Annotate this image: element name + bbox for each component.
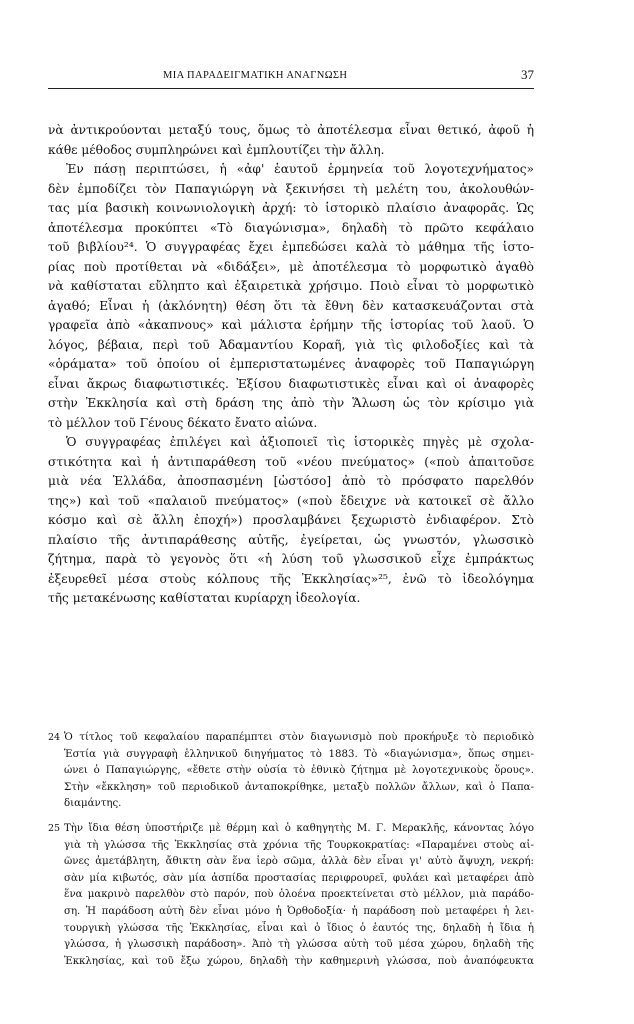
footnote-line: Στὴν «ἔκκληση» τοῦ περιοδικοῦ ἀνταποκρίθηκε, μεταξὺ πολλῶν ἄλλων, καὶ ὁ Παπα-	[64, 781, 534, 793]
body-line: ζήτημα, παρὰ τὸ γεγονὸς ὅτι «ἡ λύση τοῦ γλωσσικοῦ εἶχε ἐμπράκτως	[48, 552, 534, 566]
footnote-25	[48, 821, 534, 970]
footnote-line: Ὁ τίτλος τοῦ κεφαλαίου παραπέμπτει στὸν διαγωνισμὸ ποὺ προκήρυξε τὸ περιοδικὸ	[64, 732, 534, 743]
footnote-line: ἕνα μακρινὸ παρελθὸν στὸ παρόν, ποὺ ὁλοένα προεκτείνεται στὸ μέλλον, μιὰ παράδο-	[64, 889, 534, 901]
footnote-line: τουργικὴ γλώσσα τῆς Ἐκκλησίας, εἶναι καὶ ὁ ἴδιος ὁ ἑαυτός της, δηλαδὴ ἡ ἴδια ἡ	[64, 922, 534, 934]
body-line: νὰ ἀντικρούονται μεταξύ τους, ὅμως τὸ ἀποτέλεσμα εἶναι θετικό, ἀφοῦ ἡ	[48, 123, 534, 137]
footnote-number: 25	[48, 822, 61, 834]
footnote-line: ση. Ἡ παράδοση αὐτὴ δὲν εἶναι μόνο ἡ Ὀρθοδοξία· ἡ παράδοση ποὺ μεταφέρει ἡ λει-	[64, 905, 534, 917]
body-line: στὴν Ἐκκλησία καὶ στὴ δράση της ἀπὸ τὴν Ἅλωση ὡς τὸν κρίσιμο γιὰ	[48, 396, 534, 410]
body-line: ρίας ποὺ προτίθεται νὰ «διδάξει», μὲ ἀποτέλεσμα τὸ μορφωτικὸ ἀγαθὸ	[48, 259, 534, 274]
footnote-line: σὰν μία κιβωτός, σὰν μία ἀσπίδα προστασίας περιφρουρεῖ, φυλάει καὶ μεταφέρει ἀπὸ	[64, 872, 534, 884]
body-line: κάθε μέθοδος συμπληρώνει καὶ ἐμπλουτίζει τὴν ἄλλη.	[48, 142, 385, 157]
running-title: ΜΙΑ ΠΑΡΑΔΕΙΓΜΑΤΙΚΗ ΑΝΑΓΝΩΣΗ	[163, 70, 348, 81]
body-line: ἐξευρεθεῖ μέσα στοὺς κόλπους τῆς Ἐκκλησίας»²⁵, ἐνῶ τὸ ἰδεολόγημα	[48, 571, 534, 586]
footnote-line: Ἐκκλησίας, καὶ τοῦ ἔξω χώρου, δηλαδὴ τὴν καθημερινὴ γλώσσα, ποὺ ἀναπόφευκτα	[64, 955, 534, 967]
footnote-line: γιὰ τὴ γλώσσα τῆς Ἐκκλησίας στὰ χρόνια τῆς Τουρκοκρατίας: «Παραμένει στοὺς αἰ-	[64, 839, 534, 851]
body-line: μιὰ νέα Ἑλλάδα, ἀποσπασμένη [ὡστόσο] ἀπὸ τὸ πρόσφατο παρελθόν	[48, 474, 534, 488]
footnote-line: ῶνες ἀμετάβλητη, ἄθικτη σὰν ἕνα ἱερὸ σῶμα, ἀλλὰ δὲν εἶναι γι' αὐτὸ ἄψυχη, νεκρή:	[64, 856, 534, 868]
body-line: ἀγαθό; Εἶναι ἡ (ἀκλόνητη) θέση ὅτι τὰ ἔθνη δὲν κατασκευάζονται στὰ	[48, 298, 534, 313]
footnote-line: γλώσσα, ἡ γλωσσικὴ παράδοση». Ἀπὸ τὴ γλώσσα αὐτὴ τοῦ μέσα χώρου, δηλαδὴ τῆς	[64, 939, 534, 951]
body-line: λόγος, βέβαια, περὶ τοῦ Ἀδαμαντίου Κοραῆ, γιὰ τὶς φιλοδοξίες καὶ τὰ	[48, 337, 534, 352]
body-line: τῆς μετακένωσης καθίσταται κυρίαρχη ἰδεολογία.	[48, 591, 361, 605]
footnote-line: διαμάντης.	[64, 798, 122, 810]
body-line: τοῦ βιβλίου²⁴. Ὁ συγγραφέας ἔχει ἐμπεδώσει καλὰ τὸ μάθημα τῆς ἱστο-	[48, 240, 534, 254]
body-line: ἀποτέλεσμα προκύπτει «Τὸ διαγώνισμα», δηλαδὴ τὸ πρῶτο κεφάλαιο	[48, 220, 534, 235]
footnote-line: ώνει ὁ Παπαγιώργης, «ἔθετε στὴν οὐσία τὸ ἐθνικὸ ζήτημα μὲ λογοτεχνικοὺς ὅρους».	[64, 765, 534, 777]
footnote-line: Τὴν ἴδια θέση ὑποστήριζε μὲ θέρμη καὶ ὁ καθηγητὴς Μ. Γ. Μερακλῆς, κάνοντας λόγο	[64, 822, 534, 834]
body-line: εἶναι ἄκρως διαφωτιστικές. Ἐξίσου διαφωτιστικὲς εἶναι καὶ οἱ ἀναφορὲς	[48, 376, 534, 391]
body-line: τας μία βασικὴ κοινωνιολογικὴ ἀρχή: τὸ ἱστορικὸ πλαίσιο ἀναφορᾶς. Ὡς	[48, 201, 534, 215]
body-line: νὰ καθίσταται εὔληπτο καὶ ἐξαιρετικὰ χρήσιμο. Ποιὸ εἶναι τὸ μορφωτικὸ	[48, 279, 534, 293]
footnote-24	[48, 730, 534, 813]
footnotes	[48, 730, 534, 970]
body-line: «ὁράματα» τοῦ ὁποίου οἱ ἐμπεριστατωμένες ἀναφορὲς τοῦ Παπαγιώργη	[48, 357, 534, 371]
body-text	[48, 121, 534, 609]
body-line: Ὁ συγγραφέας ἐπιλέγει καὶ ἀξιοποιεῖ τὶς ἱστορικὲς πηγὲς μὲ σχολα-	[66, 435, 534, 449]
body-line: της») καὶ τοῦ «παλαιοῦ πνεύματος» («ποὺ ἔδειχνε νὰ κατοικεῖ σὲ ἄλλο	[48, 493, 534, 508]
footnote-line: Ἑστία γιὰ συγγραφὴ ἑλληνικοῦ διηγήματος τὸ 1883. Τὸ «διαγώνισμα», ὅπως σημει-	[64, 748, 534, 760]
body-line: δὲν ἐμποδίζει τὸν Παπαγιώργη νὰ ξεκινήσει τὴ μελέτη του, ἀκολουθών-	[48, 181, 534, 196]
body-line: Ἐν πάσῃ περιπτώσει, ἡ «ἀφ' ἑαυτοῦ ἑρμηνεία τοῦ λογοτεχνήματος»	[66, 162, 534, 176]
footnote-number: 24	[48, 732, 61, 743]
body-line: κόσμο καὶ σὲ ἄλλη ἐποχή») προσλαμβάνει ξεχωριστὸ ἐνδιαφέρον. Στὸ	[48, 513, 534, 527]
body-line: πλαίσιο τῆς ἀντιπαράθεσης αὐτῆς, ἐγείρεται, ὡς γνωστόν, γλωσσικὸ	[48, 532, 534, 547]
page-number: 37	[521, 67, 534, 82]
body-line: στικότητα καὶ ἡ ἀντιπαράθεση τοῦ «νέου πνεύματος» («ποὺ ἀπαιτοῦσε	[48, 454, 534, 469]
body-line: γραφεῖα ἀπὸ «ἀκαπνους» καὶ μάλιστα ἐρήμην τῆς ἱστορίας τοῦ λαοῦ. Ὁ	[48, 318, 534, 332]
body-line: τὸ μέλλον τοῦ Γένους δέκατο ἔνατο αἰώνα.	[48, 415, 318, 430]
page-header	[48, 66, 534, 89]
